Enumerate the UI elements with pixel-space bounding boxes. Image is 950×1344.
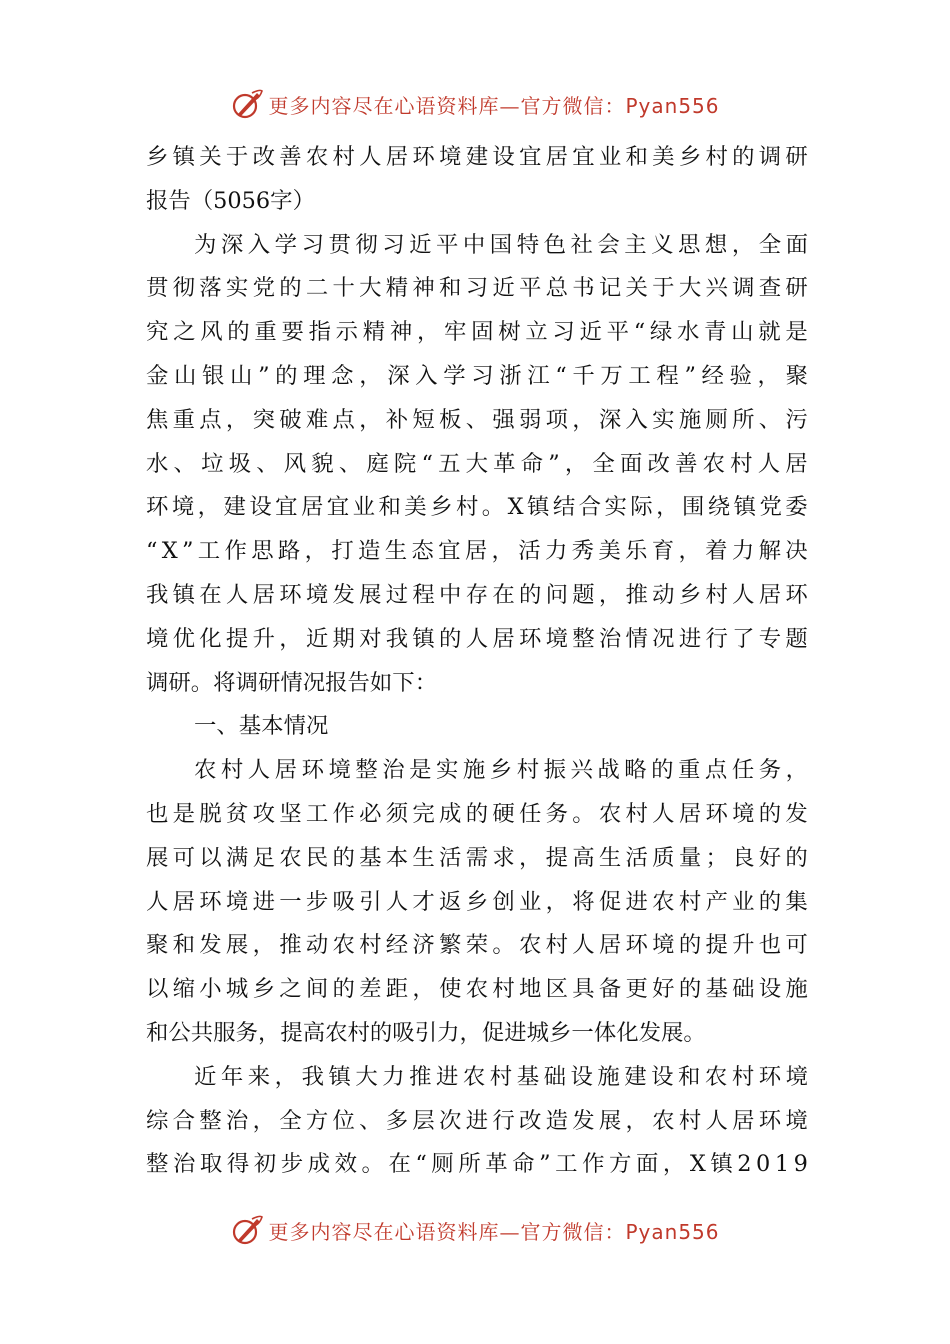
title-line: 乡 镇 关 于 改 善 农 村 人 居 环 境 建 设 宜 居 宜 业 和 美 乡 村 的 调 研 [146, 144, 808, 170]
header-watermark-banner [0, 84, 950, 124]
paragraph-intro [146, 224, 808, 706]
paragraph-line: 金 山 银 山 ” 的 理 念 ， 深 入 学 习 浙 江 “ 千 万 工 程 ” 经 验 ， 聚 [146, 362, 808, 389]
document-title [146, 136, 808, 224]
quill-pen-logo-icon [230, 1213, 264, 1247]
paragraph-line: 焦 重 点 ， 突 破 难 点 ， 补 短 板 、 强 弱 项 ， 深 入 实 施 厕 所 、 污 [146, 406, 808, 433]
paragraph-line: 和 公 共 服 务 ， 提 高 农 村 的 吸 引 力 ， 促 进 城 乡 一 体 化 发 展 。 [146, 1019, 706, 1046]
paragraph-line: 调 研 。 将 调 研 情 况 报 告 如 下 ： [146, 669, 438, 696]
paragraph-line: 贯 彻 落 实 党 的 二 十 大 精 神 和 习 近 平 总 书 记 关 于 大 兴 调 查 研 [146, 275, 808, 302]
paragraph-line: 水 、 垃 圾 、 风 貌 、 庭 院 “ 五 大 革 命 ” ， 全 面 改 善 农 村 人 居 [146, 450, 808, 477]
paragraph-line: “ X ” 工 作 思 路 ， 打 造 生 态 宜 居 ， 活 力 秀 美 乐 育 ， 着 力 解 决 [146, 538, 808, 565]
watermark-text: 更多内容尽在心语资料库—官方微信：Pyan556 [268, 1219, 720, 1244]
paragraph-line: 综 合 整 治 ， 全 方 位 、 多 层 次 进 行 改 造 发 展 ， 农 村 人 居 环 境 [146, 1107, 808, 1134]
paragraph-line: 展 可 以 满 足 农 民 的 基 本 生 活 需 求 ， 提 高 生 活 质 量 ； 良 好 的 [146, 844, 808, 871]
title-line: 报 告 （ 5 0 5 6 字 ） [146, 187, 315, 214]
paragraph-recent-years [146, 1056, 808, 1187]
paragraph-line: 境 优 化 提 升 ， 近 期 对 我 镇 的 人 居 环 境 整 治 情 况 进 行 了 专 题 [146, 625, 808, 652]
watermark-text: 更多内容尽在心语资料库—官方微信：Pyan556 [268, 93, 720, 118]
document-body [146, 136, 808, 1187]
paragraph-line: 为 深 入 学 习 贯 彻 习 近 平 中 国 特 色 社 会 主 义 思 想 ， 全 面 [194, 231, 808, 258]
paragraph-line: 人 居 环 境 进 一 步 吸 引 人 才 返 乡 创 业 ， 将 促 进 农 村 产 业 的 集 [146, 888, 808, 915]
paragraph-line: 近 年 来 ， 我 镇 大 力 推 进 农 村 基 础 设 施 建 设 和 农 村 环 境 [194, 1063, 808, 1090]
wechat-id: Pyan556 [625, 1219, 720, 1244]
paragraph-line: 整 治 取 得 初 步 成 效 。 在 “ 厕 所 革 命 ” 工 作 方 面 ， X 镇 2 0 1 9 [146, 1151, 808, 1178]
paragraph-line: 以 缩 小 城 乡 之 间 的 差 距 ， 使 农 村 地 区 具 备 更 好 的 基 础 设 施 [146, 976, 808, 1003]
footer-watermark-banner [0, 1210, 950, 1250]
wechat-id: Pyan556 [625, 93, 720, 118]
paragraph-basic-situation [146, 749, 808, 1056]
section-heading: 一 、 基 本 情 况 [194, 713, 329, 740]
paragraph-line: 也 是 脱 贫 攻 坚 工 作 必 须 完 成 的 硬 任 务 。 农 村 人 居 环 境 的 发 [146, 800, 808, 827]
paragraph-line: 农 村 人 居 环 境 整 治 是 实 施 乡 村 振 兴 战 略 的 重 点 任 务 ， [194, 757, 808, 784]
paragraph-line: 究 之 风 的 重 要 指 示 精 神 ， 牢 固 树 立 习 近 平 “ 绿 水 青 山 就 是 [146, 319, 808, 346]
quill-pen-logo-icon [230, 87, 264, 121]
paragraph-line: 我 镇 在 人 居 环 境 发 展 过 程 中 存 在 的 问 题 ， 推 动 乡 村 人 居 环 [146, 581, 808, 608]
paragraph-line: 环 境 ， 建 设 宜 居 宜 业 和 美 乡 村 。 X 镇 结 合 实 际 ， 围 绕 镇 党 委 [146, 494, 808, 521]
paragraph-line: 聚 和 发 展 ， 推 动 农 村 经 济 繁 荣 。 农 村 人 居 环 境 的 提 升 也 可 [146, 932, 808, 959]
